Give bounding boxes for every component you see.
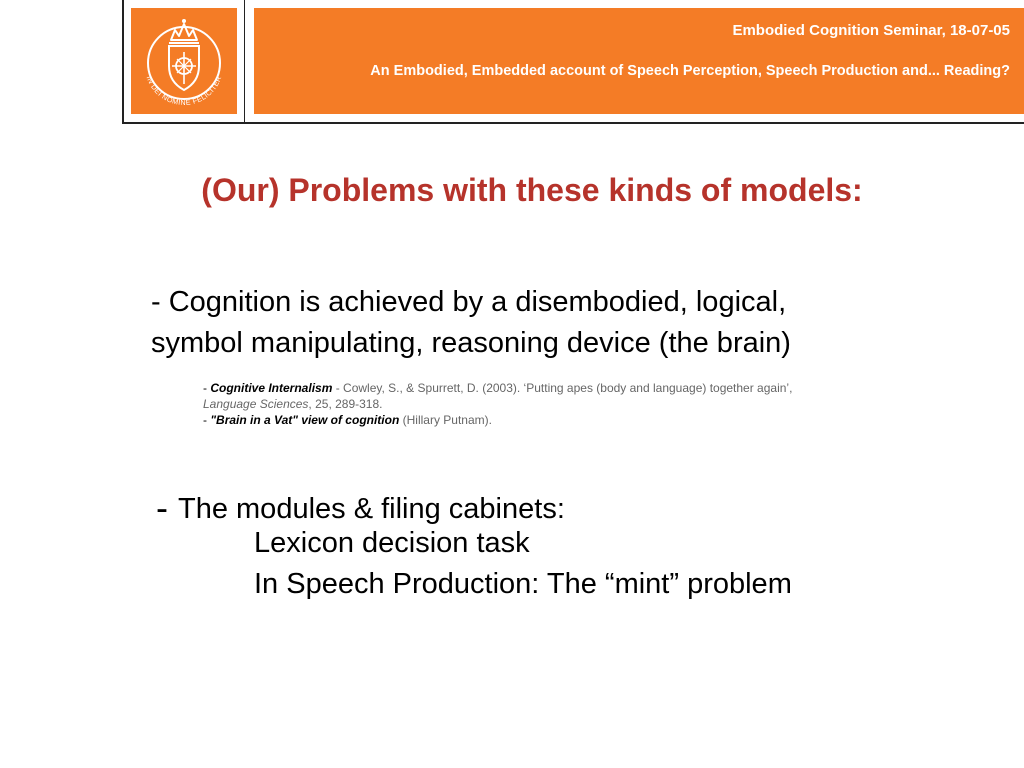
reference-citation: Cowley, S., & Spurrett, D. (2003). ‘Putting apes (body and language) together again’, <box>343 381 793 395</box>
reference-journal: Language Sciences <box>203 397 309 411</box>
reference-cognitive-internalism <box>203 380 792 396</box>
logo-motto: IN DEI NOMINE FELICITER <box>144 74 224 108</box>
references <box>203 380 792 428</box>
reference-author: (Hillary Putnam). <box>399 413 492 427</box>
bullet-cognition-line2: symbol manipulating, reasoning device (the brain) <box>151 327 791 359</box>
slide-title: (Our) Problems with these kinds of models: <box>201 172 863 208</box>
header-banner <box>254 8 1024 114</box>
subitem-lexicon-decision: Lexicon decision task <box>254 527 530 559</box>
reference-term: "Brain in a Vat" view of cognition <box>210 413 400 427</box>
logo-box <box>131 8 237 114</box>
reference-citation-cont <box>203 396 792 412</box>
reference-sep: - <box>332 381 344 395</box>
header-divider <box>244 0 245 124</box>
reference-dash: - <box>203 413 211 427</box>
bullet-modules-label: The modules & filing cabinets: <box>178 493 565 525</box>
reference-term: Cognitive Internalism <box>210 381 333 395</box>
subitem-mint-problem: In Speech Production: The “mint” problem <box>254 568 792 600</box>
bullet-modules <box>156 487 565 530</box>
presentation-title: An Embodied, Embedded account of Speech Perception, Speech Production and... Reading? <box>370 63 1010 79</box>
bullet-cognition <box>151 282 791 364</box>
bullet-dash: - <box>156 487 168 528</box>
seminar-title: Embodied Cognition Seminar, 18-07-05 <box>732 22 1010 39</box>
bullet-cognition-line1: - Cognition is achieved by a disembodied, logical, <box>151 286 787 318</box>
reference-brain-in-vat <box>203 412 792 428</box>
reference-volume: , 25, 289-318. <box>308 397 383 411</box>
reference-dash: - <box>203 381 211 395</box>
university-seal-icon <box>131 8 237 114</box>
